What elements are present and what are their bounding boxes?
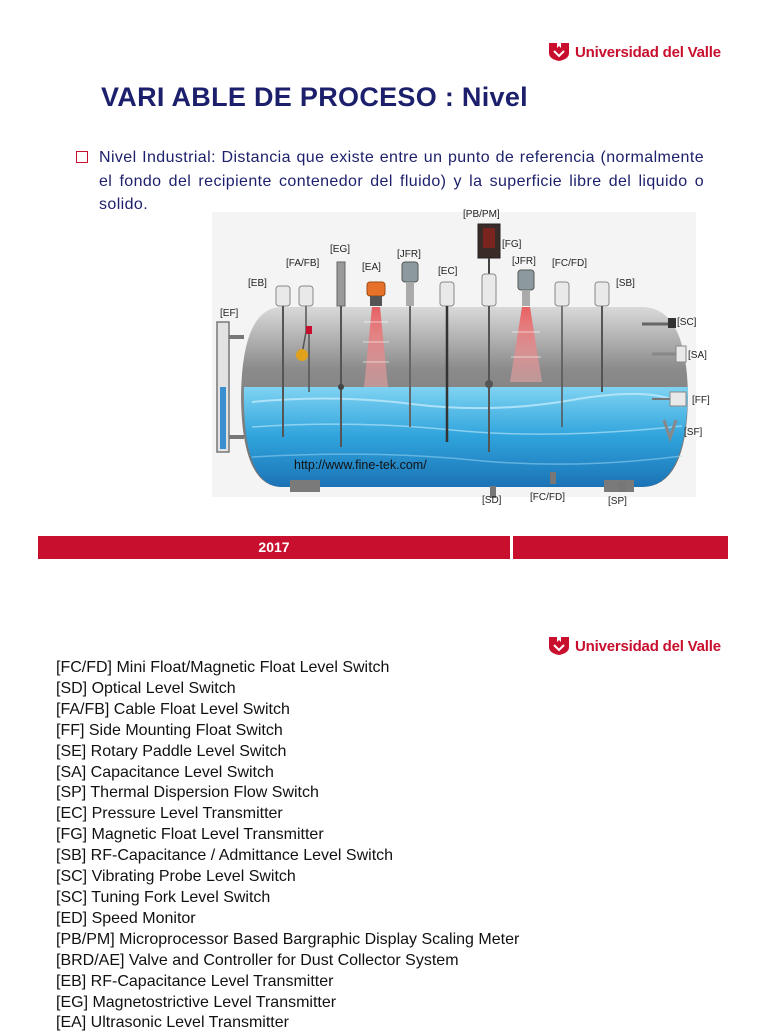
- list-item: [SD] Optical Level Switch: [56, 679, 236, 697]
- checkbox-bullet-icon: [76, 151, 88, 163]
- label-ea: [EA]: [362, 262, 381, 273]
- footer-bar: [38, 536, 728, 559]
- label-sd: [SD]: [482, 495, 502, 506]
- label-fcfd-top: [FC/FD]: [552, 258, 587, 269]
- page-title: VARI ABLE DE PROCESO : Nivel: [101, 82, 528, 112]
- instrument-legend-list: [56, 658, 519, 1034]
- list-item: [SP] Thermal Dispersion Flow Switch: [56, 784, 319, 802]
- list-item: [EC] Pressure Level Transmitter: [56, 805, 283, 823]
- footer-divider: [510, 536, 513, 559]
- university-logo: [548, 42, 721, 62]
- label-sp: [SP]: [608, 496, 627, 507]
- list-item: [FC/FD] Mini Float/Magnetic Float Level Switch: [56, 659, 390, 676]
- list-item: [EB] RF-Capacitance Level Transmitter: [56, 972, 334, 990]
- label-ec: [EC]: [438, 266, 458, 277]
- university-shield-icon: [548, 636, 570, 656]
- label-ff: [FF]: [692, 395, 710, 406]
- source-url: http://www.fine-tek.com/: [294, 458, 427, 472]
- university-name: Universidad del Valle: [575, 43, 721, 61]
- label-sf: [SF]: [684, 427, 703, 438]
- label-sb: [SB]: [616, 278, 635, 289]
- label-fafb: [FA/FB]: [286, 258, 320, 269]
- list-item: [FF] Side Mounting Float Switch: [56, 721, 283, 739]
- label-eb: [EB]: [248, 278, 267, 289]
- label-jfr-2: [JFR]: [512, 256, 536, 267]
- label-fg: [FG]: [502, 239, 522, 250]
- footer-year: 2017: [258, 539, 290, 555]
- list-item: [EG] Magnetostrictive Level Transmitter: [56, 993, 337, 1011]
- tank-liquid: [244, 387, 688, 487]
- list-item: [PB/PM] Microprocessor Based Bargraphic Display Scaling Meter: [56, 930, 520, 948]
- list-item: [SC] Tuning Fork Level Switch: [56, 888, 271, 906]
- list-item: [FG] Magnetic Float Level Transmitter: [56, 826, 324, 844]
- list-item: [ED] Speed Monitor: [56, 909, 196, 927]
- label-jfr-1: [JFR]: [397, 249, 421, 260]
- label-sc: [SC]: [677, 317, 697, 328]
- label-ef: [EF]: [220, 308, 239, 319]
- label-eg: [EG]: [330, 244, 351, 255]
- list-item: [FA/FB] Cable Float Level Switch: [56, 700, 290, 718]
- level-instruments-tank-diagram: [212, 209, 710, 507]
- list-item: [BRD/AE] Valve and Controller for Dust Collector System: [56, 951, 459, 969]
- list-item: [SB] RF-Capacitance / Admittance Level Switch: [56, 847, 394, 865]
- university-name: Universidad del Valle: [575, 637, 721, 655]
- list-item: [SA] Capacitance Level Switch: [56, 763, 274, 781]
- bullet-text: Nivel Industrial: Distancia que existe entre un punto de referencia (normalmente el fondo del recipiente contenedor del fluido) y la superficie libre del liquido o solido.: [99, 149, 704, 213]
- slide-2: [0, 580, 768, 1032]
- list-item: [SE] Rotary Paddle Level Switch: [56, 742, 287, 760]
- label-sa: [SA]: [688, 350, 707, 361]
- university-shield-icon: [548, 42, 570, 62]
- university-logo-2: [548, 636, 721, 656]
- label-pbpm: [PB/PM]: [463, 209, 500, 220]
- list-item: [EA] Ultrasonic Level Transmitter: [56, 1014, 289, 1032]
- list-item: [SC] Vibrating Probe Level Switch: [56, 868, 296, 886]
- label-fcfd-bottom: [FC/FD]: [530, 492, 565, 503]
